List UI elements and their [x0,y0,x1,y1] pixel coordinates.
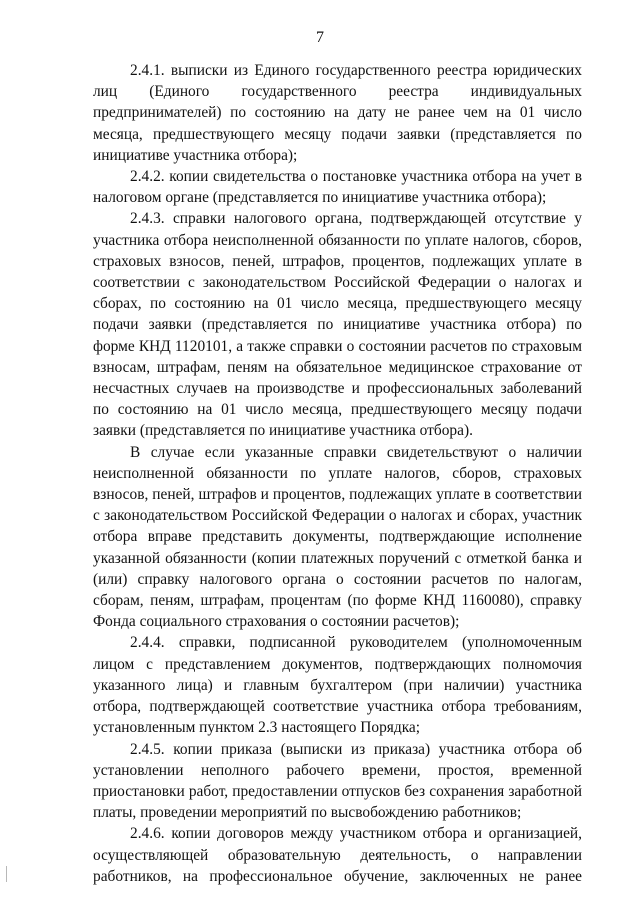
paragraph-2-4-3: 2.4.3. справки налогового органа, подтверждающей отсутствие у участника отбора неисполненной обязанности по уплате налогов, сборов, страховых взносов, пеней, штрафов, процентов, подлежащих уплате в соответствии с законодательством Российской Федерации о налогах и сборах, по состоянию на 01 число месяца, предшествующего месяцу подачи заявки (представляется по инициативе участника отбора) по форме КНД 1120101, а также справки о состоянии расчетов по страховым взносам, штрафам, пеням на обязательное медицинское страхование от несчастных случаев на производстве и профессиональных заболеваний по состоянию на 01 число месяца, предшествующего месяцу подачи заявки (представляется по инициативе участника отбора). [93,210,582,440]
paragraph-2-4-6: 2.4.6. копии договоров между участником отбора и организацией, осуществляющей образовательную деятельность, о направлении работников, на профессиональное обучение, заключенных не ранее [93,825,582,885]
paragraph-2-4-2: 2.4.2. копии свидетельства о постановке участника отбора на учет в налоговом органе (представляется по инициативе участника отбора); [93,168,582,207]
scan-edge-mark [6,866,7,882]
paragraph-2-4-4: 2.4.4. справки, подписанной руководителем (уполномоченным лицом с представлением документов, подтверждающих полномочия указанного лица) и главным бухгалтером (при наличии) участника отбора, подтверждающей соответствие участника отбора требованиям, установленным пунктом 2.3 настоящего Порядка; [93,634,582,737]
paragraph-outstanding-obligations: В случае если указанные справки свидетельствуют о наличии неисполненной обязанности по уплате налогов, сборов, страховых взносов, пеней, штрафов и процентов, подлежащих уплате в соответствии с законодательством Российской Федерации о налогах и сборах, участник отбора вправе представить документы, подтверждающие исполнение указанной обязанности (копии платежных поручений с отметкой банка и (или) справку налогового органа о состоянии расчетов по налогам, сборам, пеням, штрафам, процентам (по форме КНД 1160080), справку Фонда социального страхования о состоянии расчетов); [93,443,582,631]
paragraph-2-4-1: 2.4.1. выписки из Единого государственного реестра юридических лиц (Единого государственного реестра индивидуальных предпринимателей) по состоянию на дату не ранее чем на 01 число месяца, предшествующего месяцу подачи заявки (представляется по инициативе участника отбора); [93,62,582,164]
paragraph-2-4-5: 2.4.5. копии приказа (выписки из приказа) участника отбора об установлении неполного рабочего времени, простоя, временной приостановки работ, предоставлении отпусков без сохранения заработной платы, проведении мероприятий по высвобождению работников; [93,740,582,822]
document-body [93,60,582,887]
page-number: 7 [316,29,324,46]
